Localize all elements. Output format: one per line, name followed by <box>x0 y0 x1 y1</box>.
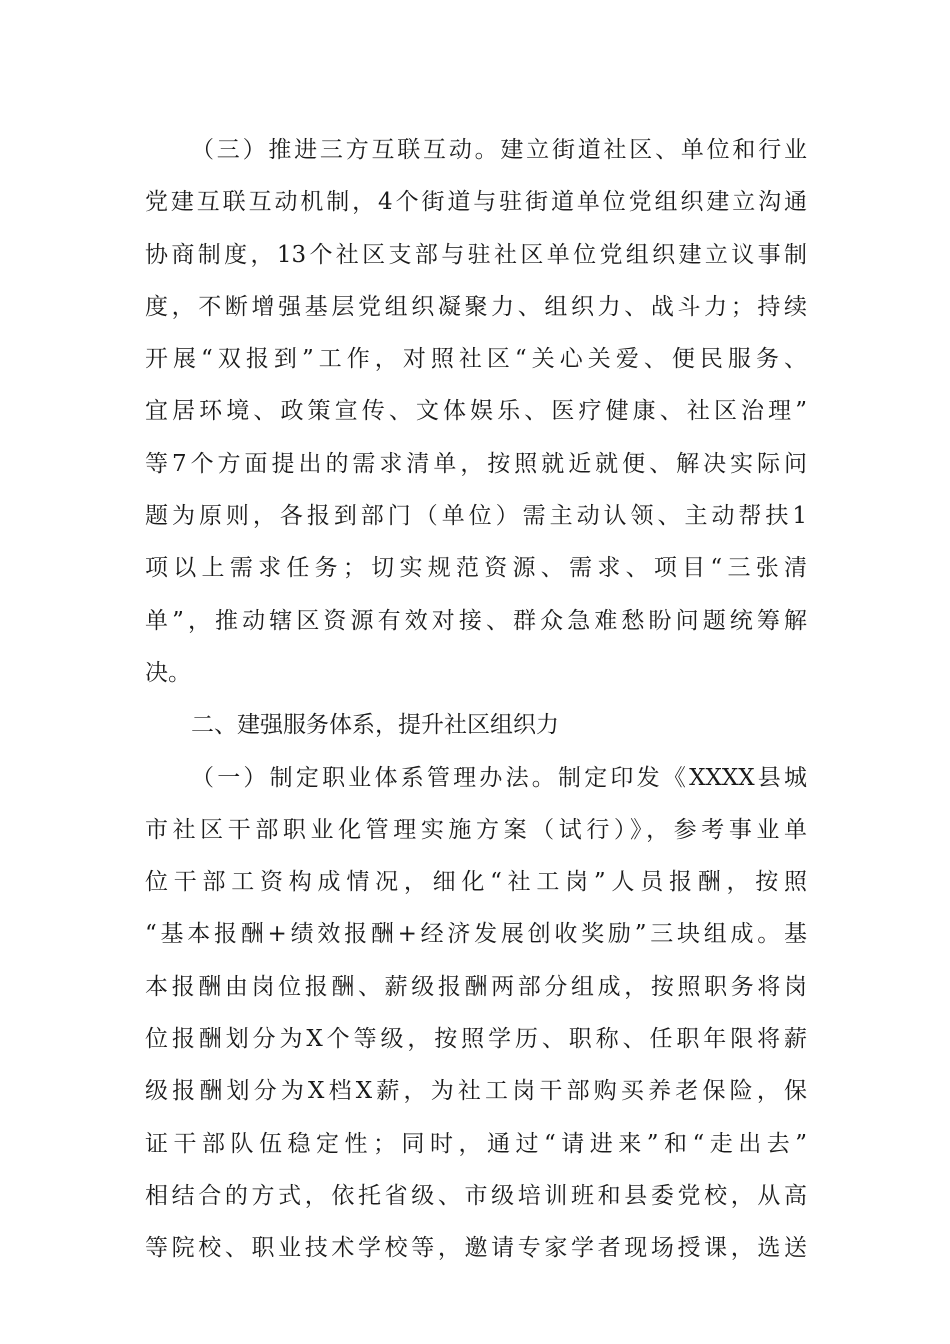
paragraph-line: “基本报酬+绩效报酬+经济发展创收奖励”三块组成。基 <box>145 921 807 948</box>
section-heading-text: 二、建强服务体系，提升社区组织力 <box>191 712 559 739</box>
paragraph-line: 证干部队伍稳定性；同时，通过“请进来”和“走出去” <box>145 1130 807 1157</box>
section-heading <box>145 699 807 751</box>
paragraph-line: 相结合的方式，依托省级、市级培训班和县委党校，从高 <box>145 1182 807 1209</box>
paragraph-career-management <box>145 752 807 1275</box>
paragraph-line: 决。 <box>145 659 191 686</box>
paragraph-line: 开展“双报到”工作，对照社区“关心关爱、便民服务、 <box>145 346 807 373</box>
document-body <box>145 124 807 1275</box>
paragraph-line: 宜居环境、政策宣传、文体娱乐、医疗健康、社区治理” <box>145 398 807 425</box>
paragraph-line: （一）制定职业体系管理办法。制定印发《XXXX县城 <box>191 764 807 791</box>
paragraph-line: 位报酬划分为X个等级，按照学历、职称、任职年限将薪 <box>145 1026 807 1053</box>
paragraph-line: 度，不断增强基层党组织凝聚力、组织力、战斗力；持续 <box>145 293 807 320</box>
paragraph-line: 题为原则，各报到部门（单位）需主动认领、主动帮扶1 <box>145 503 807 530</box>
paragraph-line: 等院校、职业技术学校等，邀请专家学者现场授课，选送 <box>145 1235 807 1262</box>
paragraph-line: 级报酬划分为X档X薪，为社工岗干部购买养老保险，保 <box>145 1078 807 1105</box>
paragraph-line: 市社区干部职业化管理实施方案（试行）》，参考事业单 <box>145 816 807 843</box>
paragraph-line: 本报酬由岗位报酬、薪级报酬两部分组成，按照职务将岗 <box>145 973 807 1000</box>
paragraph-line: （三）推进三方互联互动。建立街道社区、单位和行业 <box>191 137 807 163</box>
paragraph-party-building-interaction <box>145 124 807 699</box>
paragraph-line: 协商制度，13个社区支部与驻社区单位党组织建立议事制 <box>145 241 807 268</box>
paragraph-line: 位干部工资构成情况，细化“社工岗”人员报酬，按照 <box>145 869 807 896</box>
paragraph-line: 党建互联互动机制，4个街道与驻街道单位党组织建立沟通 <box>145 189 807 216</box>
paragraph-line: 单”，推动辖区资源有效对接、群众急难愁盼问题统筹解 <box>145 607 807 634</box>
paragraph-line: 项以上需求任务；切实规范资源、需求、项目“三张清 <box>145 555 807 582</box>
paragraph-line: 等7个方面提出的需求清单，按照就近就便、解决实际问 <box>145 450 807 477</box>
